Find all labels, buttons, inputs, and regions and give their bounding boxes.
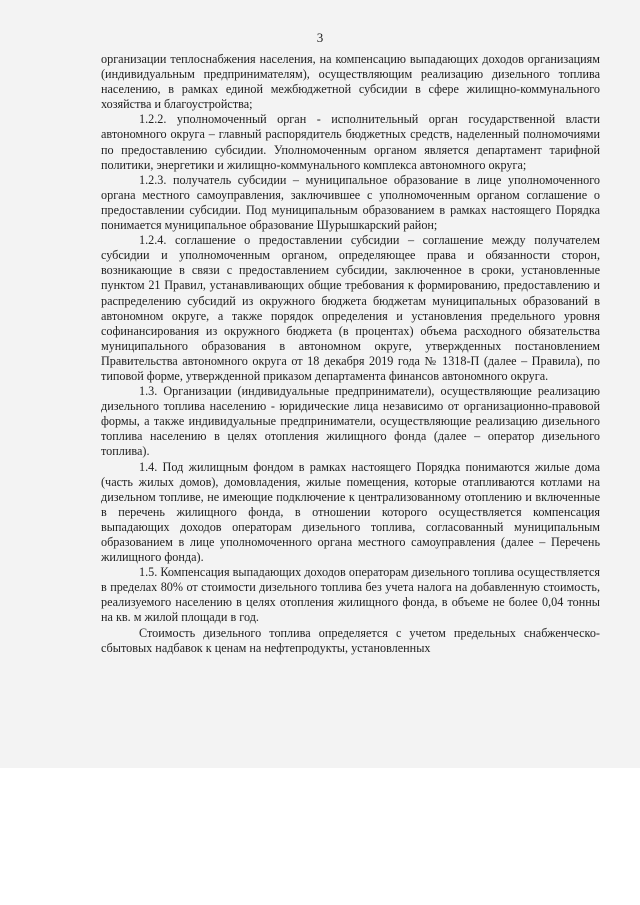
paragraph-intro-continuation: организации теплоснабжения населения, на компенсацию выпадающих доходов организациям (индивидуальным предпринимателям), осуществляющим реализацию дизельного топлива населению, в рамках единой межбюджетной субсидии в сфере жилищно-коммунального хозяйства и благоустройства; [101,52,600,112]
paragraph-1-3: 1.3. Организации (индивидуальные предприниматели), осуществляющие реализацию дизельного топлива населению - юридические лица независимо от организационно-правовой формы, а также индивидуальные предприниматели, осуществляющие реализацию дизельного топлива населению в целях отопления жилищного фонда (далее – оператор дизельного топлива). [101,384,600,459]
paragraph-1-2-2: 1.2.2. уполномоченный орган - исполнительный орган государственной власти автономного округа – главный распорядитель бюджетных средств, наделенный полномочиями по предоставлению субсидии. Уполномоченным органом является департамент тарифной политики, энергетики и жилищно-коммунального комплекса автономного округа; [101,112,600,172]
paragraph-diesel-cost: Стоимость дизельного топлива определяется с учетом предельных снабженческо-сбытовых надбавок к ценам на нефтепродукты, установленных [101,625,600,655]
document-body [101,52,600,656]
paragraph-1-2-4: 1.2.4. соглашение о предоставлении субсидии – соглашение между получателем субсидии и уполномоченным органом, определяющее права и обязанности сторон, возникающие в связи с предоставлением субсидии, заключенное в сроки, установленные пунктом 21 Правил, устанавливающих общие требования к формированию, предоставлению и распределению субсидий из окружного бюджета бюджетам муниципальных образований в автономном округе, а также порядок определения и установления предельного уровня софинансирования из окружного бюджета (в процентах) объема расходного обязательства муниципального образования в автономном округе, утвержденных постановлением Правительства автономного округа от 18 декабря 2019 года № 1318-П (далее – Правила), по типовой форме, утвержденной приказом департамента финансов автономного округа. [101,233,600,383]
page-bottom-margin [0,768,640,905]
page-number: 3 [316,30,324,45]
paragraph-1-2-3: 1.2.3. получатель субсидии – муниципальное образование в лице уполномоченного органа местного самоуправления, заключившее с уполномоченным органом соглашение о предоставлении субсидии. Под муниципальным образованием в рамках настоящего Порядка понимается муниципальное образование Шурышкарский район; [101,172,600,233]
paragraph-1-4: 1.4. Под жилищным фондом в рамках настоящего Порядка понимаются жилые дома (часть жилых домов), домовладения, жилые помещения, которые отапливаются котлами на дизельном топливе, не имеющие подключение к централизованному отоплению и включенные в перечень жилищного фонда, в отношении которого осуществляется компенсация выпадающих доходов операторам дизельного топлива, согласованный муниципальным образованием в лице уполномоченного органа местного самоуправления (далее – Перечень жилищного фонда). [101,459,600,565]
paragraph-1-5: 1.5. Компенсация выпадающих доходов операторам дизельного топлива осуществляется в пределах 80% от стоимости дизельного топлива без учета налога на добавленную стоимость, реализуемого населению в целях отопления жилищного фонда, в объеме не более 0,04 тонны на кв. м жилой площади в год. [101,565,600,625]
